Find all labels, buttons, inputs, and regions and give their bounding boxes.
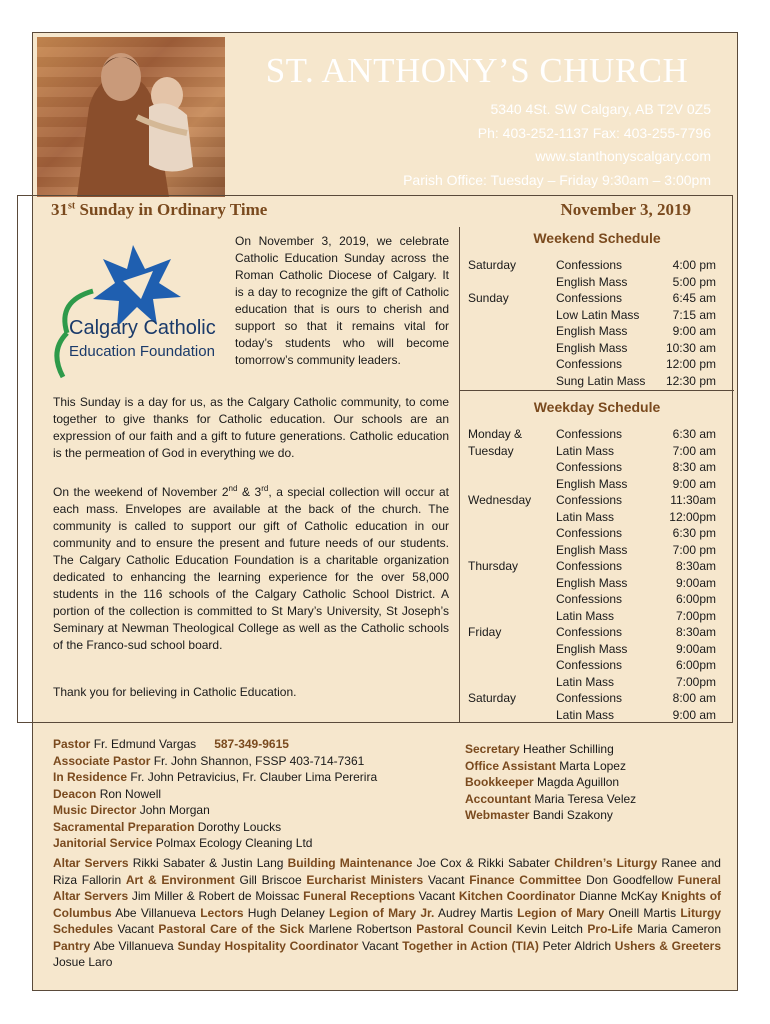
bulletin-date: November 3, 2019 <box>560 200 691 219</box>
ministry-role: Finance Committee <box>469 872 582 887</box>
schedule-event: Sung Latin Mass <box>556 373 646 388</box>
staff-role: Pastor <box>53 737 91 751</box>
saint-anthony-photo <box>37 37 225 197</box>
schedule-event: English Mass <box>556 476 628 491</box>
schedule-time: 7:00 am <box>672 443 716 458</box>
ministry-role: Eurcharist Ministers <box>306 872 424 887</box>
schedule-event: Low Latin Mass <box>556 307 640 322</box>
staff-role: Sacramental Preparation <box>53 819 195 834</box>
staff-role: Office Assistant <box>465 758 556 773</box>
education-foundation-logo <box>53 241 257 381</box>
schedule-time: 10:30 am <box>665 340 716 355</box>
staff-entry <box>465 774 619 791</box>
staff-entry <box>53 753 364 770</box>
staff-name: Dorothy Loucks <box>194 819 282 834</box>
staff-role: Janitorial Service <box>53 836 153 850</box>
church-website[interactable]: www.stanthonyscalgary.com <box>535 148 711 164</box>
schedule-time: 9:00 am <box>672 707 716 722</box>
schedule-day: Saturday <box>468 691 517 705</box>
ministry-role: Liturgy Schedules <box>53 905 721 936</box>
schedule-event: Confessions <box>556 658 623 672</box>
schedule-row <box>460 257 734 273</box>
staff-role: Webmaster <box>465 808 530 822</box>
staff-entry <box>53 786 161 803</box>
ministry-role: Legion of Mary <box>517 905 605 920</box>
schedule-day: Friday <box>468 625 502 639</box>
ministries-list <box>53 855 721 971</box>
staff-entry <box>465 791 636 808</box>
ministry-name: Rikki Sabater & Justin Lang <box>128 856 288 870</box>
schedule-event: Latin Mass <box>556 674 615 689</box>
schedule-event: English Mass <box>556 542 628 557</box>
ministry-name: Gill Briscoe <box>234 872 307 887</box>
schedule-day: Tuesday <box>468 443 514 458</box>
schedule-row <box>460 373 734 389</box>
schedule-row <box>460 707 734 723</box>
ministry-role: Pastoral Council <box>416 922 513 936</box>
schedule-event: Confessions <box>556 625 623 639</box>
schedule-row <box>460 558 734 574</box>
ministry-role: Knights of Columbus <box>53 889 722 920</box>
ministry-role: Altar Servers <box>53 856 129 870</box>
liturgical-title: 31st Sunday in Ordinary Time <box>51 200 268 219</box>
schedule-row <box>460 323 734 339</box>
staff-entry <box>53 835 312 852</box>
schedule-row <box>460 641 734 657</box>
staff-entry <box>53 769 377 786</box>
staff-name: Fr. John Shannon, FSSP 403-714-7361 <box>150 753 365 768</box>
schedule-event: Confessions <box>556 460 623 474</box>
schedule-time: 6:30 pm <box>672 526 716 540</box>
staff-role: Bookkeeper <box>465 775 534 789</box>
schedule-row <box>460 290 734 306</box>
staff-name: Polmax Ecology Cleaning Ltd <box>152 836 313 850</box>
schedule-row <box>460 542 734 558</box>
schedule-time: 8:30am <box>675 559 716 573</box>
staff-name: Bandi Szakony <box>529 808 613 822</box>
staff-role: Accountant <box>465 791 531 806</box>
ministry-role: Kitchen Coordinator <box>458 889 576 903</box>
staff-role: Deacon <box>53 786 97 801</box>
schedule-time: 7:00 pm <box>672 542 716 557</box>
bulletin-page <box>32 32 738 991</box>
weekend-schedule-header: Weekend Schedule <box>533 230 661 246</box>
schedule-event: English Mass <box>556 575 628 590</box>
schedule-event: Confessions <box>556 427 623 441</box>
schedule-time: 12:00 pm <box>665 357 716 371</box>
ministry-role: Art & Environment <box>125 872 235 887</box>
schedule-time: 12:30 pm <box>665 373 716 388</box>
ministry-role: Pantry <box>53 938 91 953</box>
ministry-role: Children’s Liturgy <box>554 856 658 870</box>
office-hours: Parish Office: Tuesday – Friday 9:30am – 3:00pm <box>403 172 711 188</box>
article-paragraph-1: This Sunday is a day for us, as the Calgary Catholic community, to come together to give thanks for Catholic education. Our schools are an expression of our faith and a gift to future generations. Catholic education is the permeation of God in everything we do. <box>53 395 449 460</box>
ministry-name: Oneill Martis <box>604 905 681 920</box>
church-phone: Ph: 403-252-1137 Fax: 403-255-7796 <box>477 125 711 141</box>
schedule-row <box>460 307 734 323</box>
schedule-row <box>460 608 734 624</box>
schedule-row <box>460 274 734 290</box>
schedule-row <box>460 657 734 673</box>
staff-role: Secretary <box>465 742 520 756</box>
staff-name: Fr. Edmund Vargas <box>90 737 197 751</box>
staff-name: Maria Teresa Velez <box>531 791 637 806</box>
schedule-event: Latin Mass <box>556 707 615 722</box>
staff-name: Fr. John Petravicius, Fr. Clauber Lima Pererira <box>127 770 378 784</box>
schedule-row <box>460 674 734 690</box>
schedule-row <box>460 476 734 492</box>
schedule-row <box>460 575 734 591</box>
schedule-event: Confessions <box>556 526 623 540</box>
ministry-role: Pastoral Care of the Sick <box>158 922 305 936</box>
article-paragraph-3: Thank you for believing in Catholic Education. <box>53 685 297 699</box>
schedule-row <box>460 525 734 541</box>
ministry-role: Building Maintenance <box>287 856 413 870</box>
ministry-role: Together in Action (TIA) <box>402 938 539 953</box>
schedule-event: English Mass <box>556 641 628 656</box>
schedule-event: Confessions <box>556 592 623 606</box>
ministry-name: Dianne McKay <box>575 889 662 903</box>
logo-line-2: Education Foundation <box>69 343 215 360</box>
schedule-time: 8:30am <box>675 625 716 639</box>
ministry-role: Sunday Hospitality Coordinator <box>177 938 359 953</box>
ministry-role: Pro-Life <box>587 922 633 936</box>
schedule-time: 7:00pm <box>675 608 716 623</box>
schedule-day: Wednesday <box>468 493 532 507</box>
schedule-row <box>460 690 734 706</box>
schedule-time: 9:00am <box>675 575 716 590</box>
ministry-role: Ushers & Greeters <box>614 938 721 953</box>
ministry-name: Vacant <box>113 922 159 936</box>
schedule-row <box>460 492 734 508</box>
schedule-event: Confessions <box>556 357 623 371</box>
schedule-row <box>460 443 734 459</box>
schedule-row <box>460 356 734 372</box>
schedule-row <box>460 624 734 640</box>
staff-name: Magda Aguillon <box>533 775 620 789</box>
church-name: ST. ANTHONY’S CHURCH <box>265 51 689 90</box>
schedule-event: Latin Mass <box>556 608 615 623</box>
logo-line-1: Calgary Catholic <box>69 317 216 339</box>
schedule-time: 9:00 am <box>672 324 716 338</box>
schedule-row <box>460 591 734 607</box>
staff-name: John Morgan <box>136 803 210 817</box>
staff-entry <box>465 758 626 775</box>
staff-role: Associate Pastor <box>53 753 151 768</box>
schedule-time: 6:00pm <box>675 658 716 672</box>
schedule-time: 11:30am <box>670 493 716 507</box>
church-address: 5340 4St. SW Calgary, AB T2V 0Z5 <box>490 101 711 117</box>
staff-role: Music Director <box>53 803 137 817</box>
staff-name: Heather Schilling <box>519 742 614 756</box>
ministry-name: Hugh Delaney <box>243 905 329 920</box>
schedule-time: 6:30 am <box>672 427 716 441</box>
schedule-event: Confessions <box>556 493 623 507</box>
schedule-time: 6:45 am <box>672 291 716 305</box>
staff-entry <box>465 807 613 824</box>
schedule-time: 9:00 am <box>672 476 716 491</box>
ministry-role: Funeral Altar Servers <box>53 872 722 903</box>
schedule-event: Confessions <box>556 559 623 573</box>
schedule-time: 8:00 am <box>672 691 716 705</box>
staff-name: Ron Nowell <box>96 786 162 801</box>
schedule-row <box>460 459 734 475</box>
schedule-row <box>460 340 734 356</box>
staff-role: In Residence <box>53 770 128 784</box>
schedule-event: English Mass <box>556 324 628 338</box>
schedule-event: English Mass <box>556 340 628 355</box>
ministry-name: Vacant <box>358 938 403 953</box>
ministry-name: Kevin Leitch <box>512 922 588 936</box>
schedule-day: Sunday <box>468 291 509 305</box>
staff-entry <box>465 741 614 758</box>
schedule-event: Confessions <box>556 691 623 705</box>
schedule-time: 5:00 pm <box>672 274 716 289</box>
ministry-name: Peter Aldrich <box>538 938 615 953</box>
schedule-time: 7:00pm <box>675 674 716 689</box>
staff-entry <box>53 736 289 753</box>
ministry-name: Vacant <box>414 889 459 903</box>
ministry-name: Abe Villanueva <box>90 938 178 953</box>
ministry-name: Abe Villanueva <box>111 905 201 920</box>
weekday-schedule-header: Weekday Schedule <box>533 399 661 415</box>
schedule-day: Thursday <box>468 559 519 573</box>
schedule-time: 9:00am <box>675 641 716 656</box>
staff-name: Marta Lopez <box>555 758 626 773</box>
ministry-role: Legion of Mary Jr. <box>329 905 435 920</box>
schedule-time: 7:15 am <box>672 307 716 322</box>
schedule-event: Latin Mass <box>556 509 615 524</box>
ministry-name: Maria Cameron <box>632 922 722 936</box>
schedule-row <box>460 509 734 525</box>
schedule-event: English Mass <box>556 274 628 289</box>
schedule-event: Latin Mass <box>556 443 615 458</box>
ministry-name: Vacant <box>423 872 470 887</box>
schedule-event: Confessions <box>556 258 623 272</box>
intro-paragraph: On November 3, 2019, we celebrate Catholic Education Sunday across the Roman Catholic Diocese of Calgary. It is a day to recognize the gift of Catholic education that is ours to cherish and support so that it remains vital for today’s students who will become tomorrow’s community leaders. <box>235 234 449 367</box>
mass-schedule <box>459 227 734 723</box>
staff-entry <box>53 819 281 836</box>
ministry-name: Don Goodfellow <box>581 872 678 887</box>
ministry-role: Lectors <box>200 905 244 920</box>
ministry-name: Joe Cox & Rikki Sabater <box>412 856 555 870</box>
ministry-name: Jim Miller & Robert de Moissac <box>128 889 304 903</box>
schedule-time: 12:00pm <box>669 509 716 524</box>
schedule-row <box>460 426 734 442</box>
schedule-day: Saturday <box>468 258 517 272</box>
staff-phone: 587-349-9615 <box>214 737 289 751</box>
schedule-day: Monday & <box>468 427 523 441</box>
ministry-name: Audrey Martis <box>434 905 518 920</box>
schedule-time: 6:00pm <box>675 592 716 606</box>
schedule-divider <box>460 390 734 391</box>
schedule-event: Confessions <box>556 291 623 305</box>
ministry-name: Josue Laro <box>53 955 113 969</box>
staff-entry <box>53 802 210 819</box>
ministry-role: Funeral Receptions <box>303 889 415 903</box>
schedule-time: 4:00 pm <box>672 258 716 272</box>
schedule-time: 8:30 am <box>672 460 716 474</box>
article-paragraph-2: On the weekend of November 2nd & 3rd, a special collection will occur at each mass. Envelopes are available at the back of the church. The community is called to support our gift of Catholic education in our community and to ensure the present and future needs of our students. The Calgary Catholic Education Foundation is a charitable organization dedicated to enhancing the learning experience for the over 58,000 students in the 116 schools of the Calgary Catholic School District. A portion of the collection is committed to St Mary’s University, St Joseph’s Seminary at Newman Theological College as well as the Catholic schools of the Franco-sud school board. <box>53 484 449 652</box>
ministry-name: Ranee and Riza Fallorin <box>53 856 721 887</box>
ministry-name: Marlene Robertson <box>304 922 417 936</box>
